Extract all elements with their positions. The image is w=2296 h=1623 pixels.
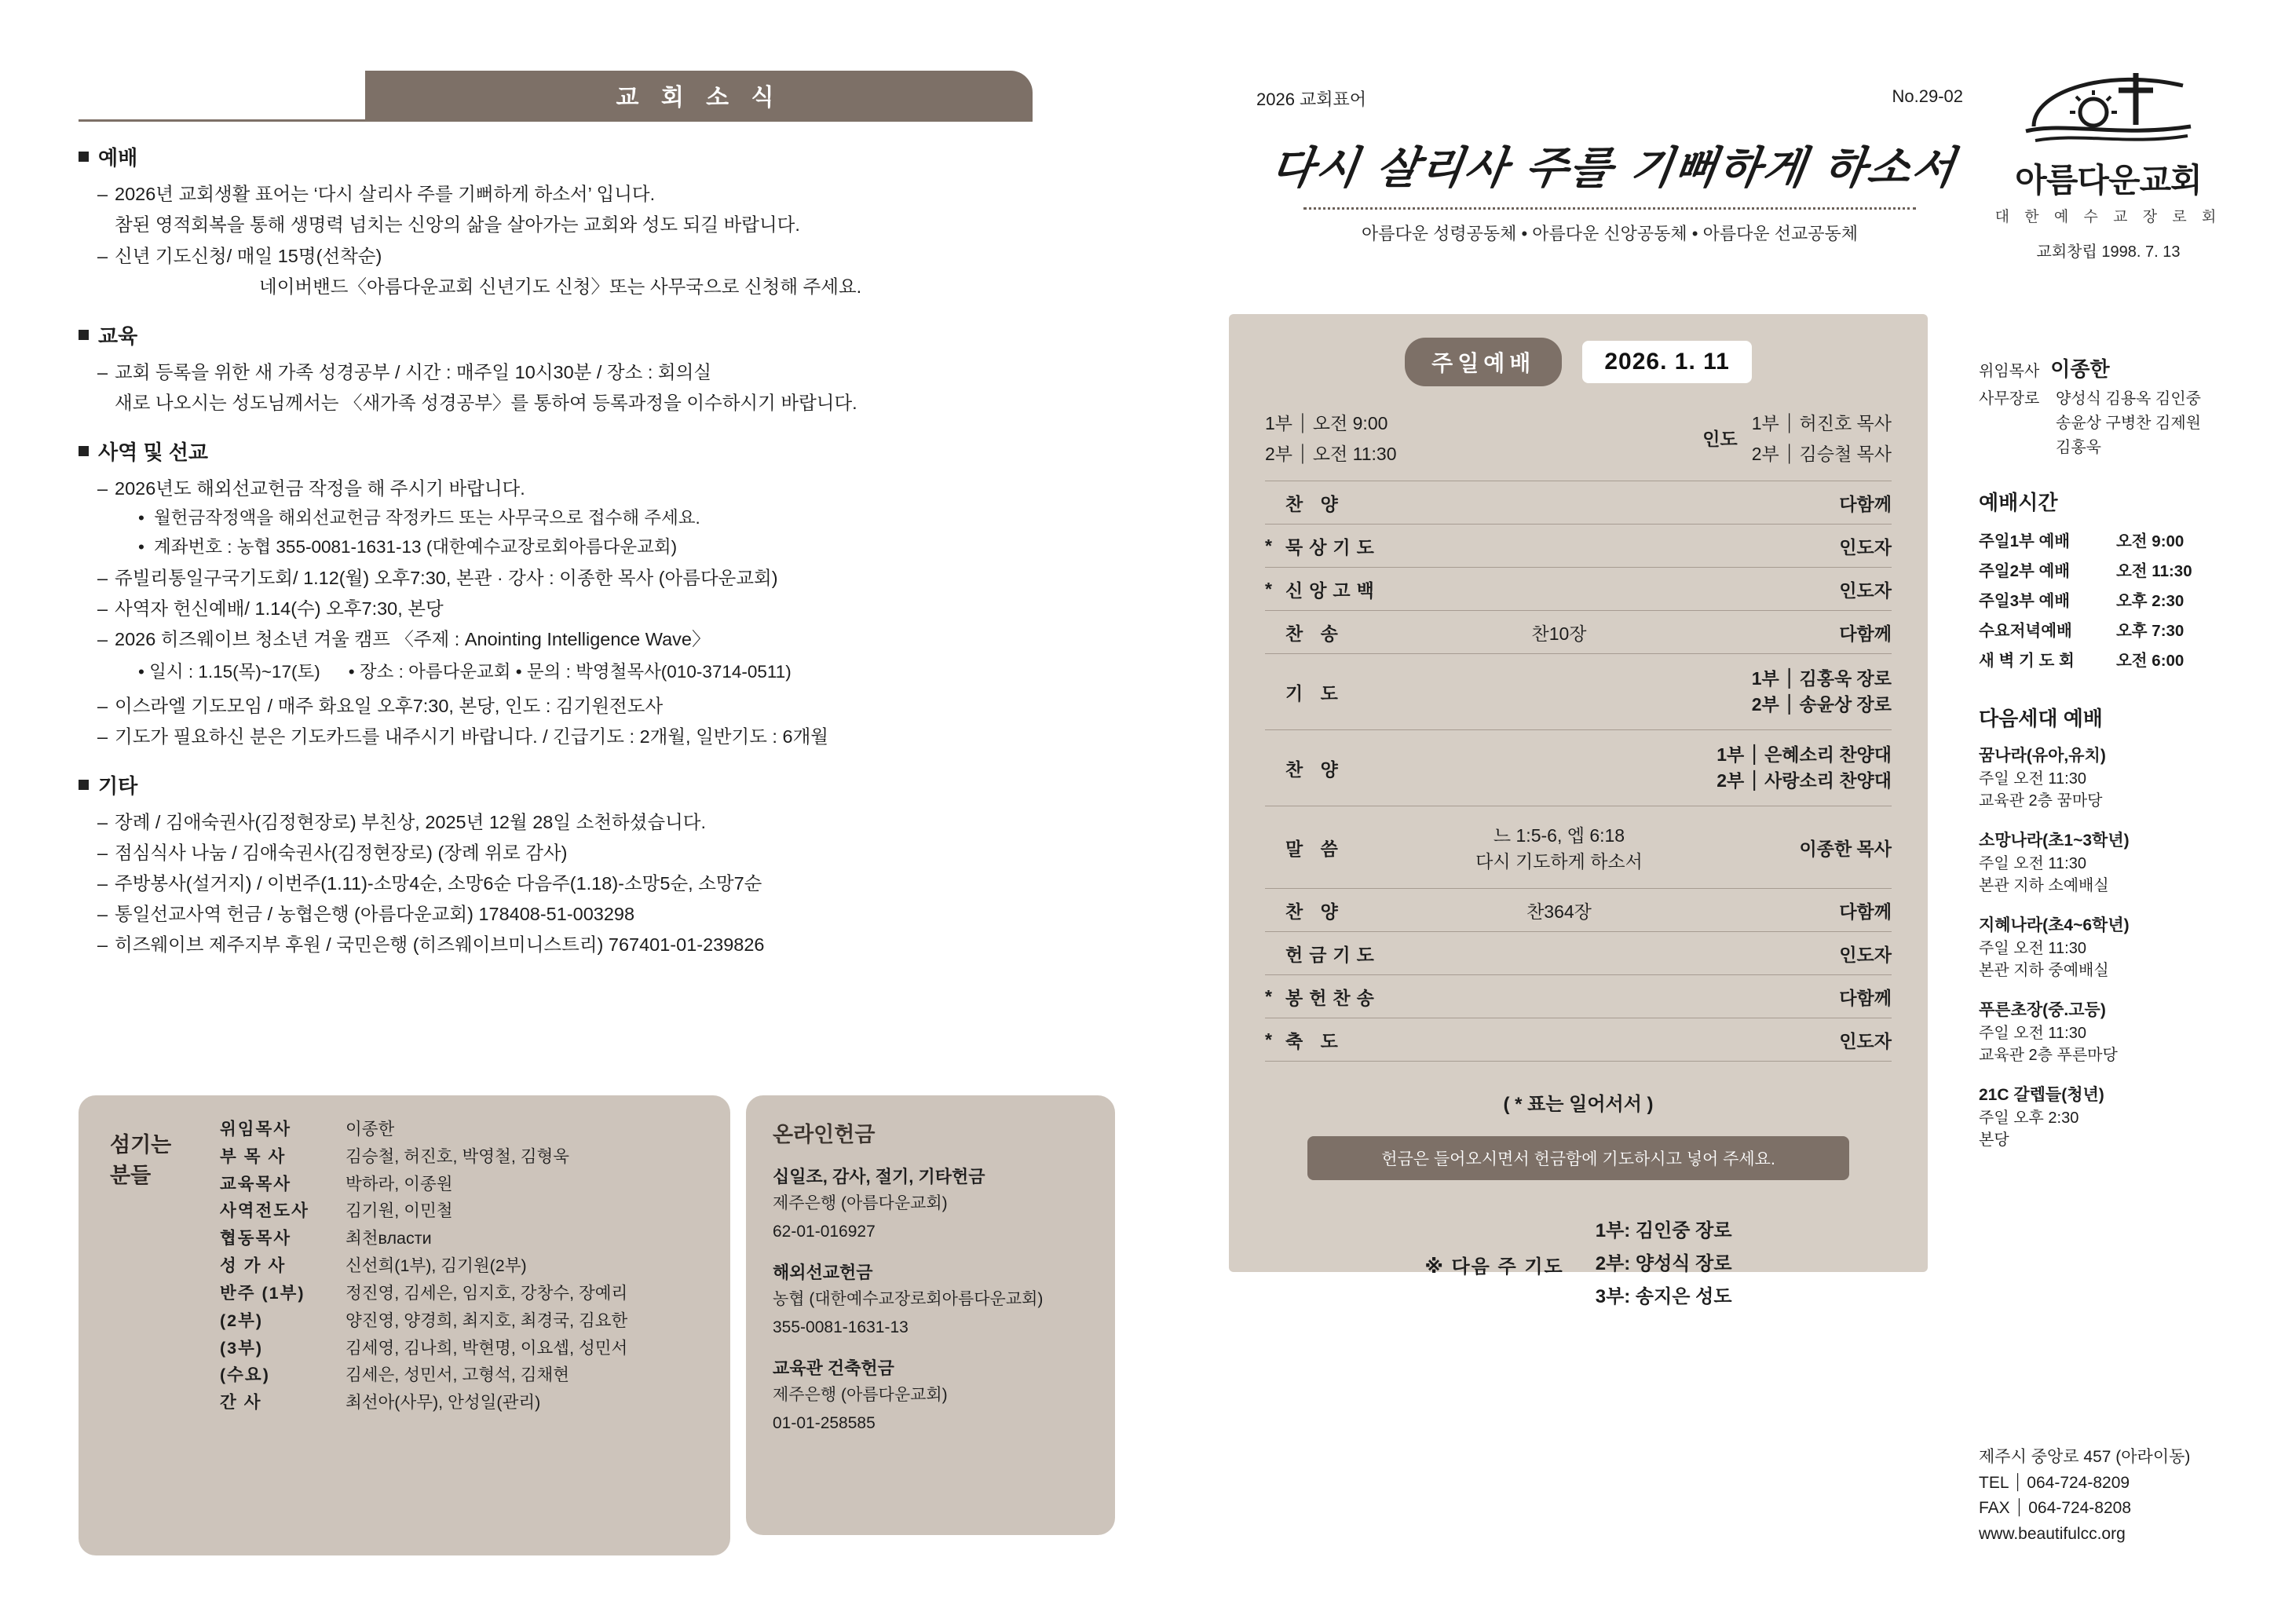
- servant-names: 김기원, 이민철: [345, 1201, 453, 1221]
- news-item: [97, 243, 1123, 269]
- service-name: 주일1부 예배: [1979, 532, 2071, 550]
- worship-order-name: 말 씀: [1285, 838, 1344, 859]
- next-gen-group-title: 21C 갈렙들(청년): [1979, 1085, 2104, 1104]
- next-gen-group-line: 본관 지하 소예배실: [1979, 876, 2109, 894]
- slogan-dotted-rule: [1303, 207, 1916, 210]
- service-name: 주일3부 예배: [1979, 591, 2071, 610]
- news-item: [97, 693, 1123, 719]
- church-denomination: 대 한 예 수 교 장 로 회: [1994, 209, 2222, 225]
- news-item-text: 2026 히즈웨이브 청소년 겨울 캠프 〈주제 : Anointing Intelligence Wave〉: [115, 628, 711, 649]
- servant-names: 정진영, 김세은, 임지호, 강창수, 장예리: [345, 1283, 628, 1303]
- online-offering-box: [746, 1095, 1115, 1535]
- news-item: [97, 475, 1123, 502]
- dash-marker: –: [97, 872, 108, 894]
- worship-date: 2026. 1. 11: [1582, 341, 1751, 383]
- slogan-text: 다시 살리사 주를 기뻐하게 하소서: [1267, 142, 1960, 194]
- worship-order-name: 찬 송: [1285, 623, 1344, 644]
- worship-order-row: [1265, 653, 1892, 729]
- servants-title: 섬기는 분들: [110, 1133, 172, 1188]
- worship-panel-header: [1229, 338, 1928, 386]
- worship-order-row: [1265, 610, 1892, 653]
- service-time-row: [1979, 646, 2261, 676]
- service-time: 오후 2:30: [2116, 591, 2184, 610]
- next-week-person: 2부: 양성식 장로: [1595, 1253, 1732, 1275]
- next-gen-group-line: 주일 오후 2:30: [1979, 1109, 2079, 1127]
- office-elder-line: 양성식 김용옥 김인중: [2056, 390, 2201, 408]
- servant-names: 김승철, 허진호, 박영철, 김형욱: [345, 1146, 570, 1166]
- news-section: [79, 320, 1123, 416]
- masthead-line: [1256, 86, 1963, 111]
- church-name: 아름다운교회: [2015, 162, 2202, 199]
- news-item-text: 주방봉사(설거지) / 이번주(1.11)-소망4순, 소망6순 다음주(1.18)-소망5순, 소망7순: [115, 872, 762, 894]
- online-offering-title: 온라인헌금: [773, 1123, 876, 1146]
- next-gen-group-line: 주일 오전 11:30: [1979, 1024, 2086, 1042]
- next-week-person: 3부: 송지은 성도: [1595, 1286, 1732, 1308]
- servant-names: 김세은, 성민서, 고형석, 김채현: [345, 1365, 570, 1385]
- worship-order-detail: 찬364장: [1526, 901, 1592, 922]
- worship-time-2: 2부 ⏐ 오전 11:30: [1265, 444, 1397, 465]
- news-subitem-text: • 장소 : 아름다운교회 • 문의 : 박영철목사(010-3714-0511): [348, 661, 792, 682]
- service-name: 새 벽 기 도 회: [1979, 651, 2075, 670]
- news-item-text: 통일선교사역 헌금 / 농협은행 (아름다운교회) 178408-51-003298: [115, 903, 635, 924]
- next-gen-group: [1979, 743, 2261, 812]
- offering-notice: 헌금은 들어오시면서 헌금함에 기도하시고 넣어 주세요.: [1307, 1136, 1849, 1180]
- news-subitem: [138, 506, 1123, 532]
- next-gen-group: [1979, 997, 2261, 1066]
- news-item-text: 교회 등록을 위한 새 가족 성경공부 / 시간 : 매주일 10시30분 / 장소 : 회의실: [115, 362, 712, 383]
- church-address-line: FAX ⏐ 064-724-8208: [1979, 1499, 2132, 1518]
- senior-pastor: [1979, 353, 2261, 382]
- next-gen-group-title: 꿈나라(유아,유치): [1979, 746, 2106, 765]
- servant-names: 김세영, 김나희, 박현명, 이요셉, 성민서: [345, 1338, 628, 1358]
- right-sidebar: [1979, 353, 2261, 1167]
- bullet-square-icon: [79, 780, 89, 790]
- news-item: [97, 901, 1123, 927]
- next-week-person: 1부: 김인중 장로: [1595, 1220, 1732, 1242]
- servant-row: [220, 1252, 715, 1280]
- worship-order-row: [1265, 888, 1892, 931]
- servant-role: 간 사: [220, 1393, 262, 1413]
- worship-order-row: [1265, 481, 1892, 524]
- service-name: 주일2부 예배: [1979, 561, 2071, 580]
- news-section-title-text: 예배: [98, 146, 138, 170]
- worship-order-person-line: 1부 ⏐ 은혜소리 찬양대: [1717, 744, 1892, 765]
- servant-names: 양진영, 양경희, 최지호, 최경국, 김요한: [345, 1310, 628, 1330]
- news-item-text: 기도가 필요하신 분은 기도카드를 내주시기 바랍니다. / 긴급기도 : 2개월, 일반기도 : 6개월: [115, 726, 828, 747]
- worship-order-person: 다함께: [1839, 987, 1892, 1008]
- news-section-title: [79, 437, 1123, 466]
- news-section-title: [79, 770, 1123, 799]
- servant-row: [220, 1171, 715, 1198]
- worship-order-person: [1695, 666, 1892, 718]
- cross-sunrise-icon: [2018, 59, 2199, 153]
- service-times-title: 예배시간: [1979, 491, 2058, 514]
- dash-marker: –: [97, 903, 108, 924]
- dash-marker: –: [97, 362, 108, 383]
- office-elder-line: 김홍욱: [2056, 439, 2101, 456]
- worship-order-person: 다함께: [1839, 901, 1892, 922]
- news-item-text: 장례 / 김애숙권사(김정현장로) 부친상, 2025년 12월 28일 소천하셨습니다.: [115, 811, 707, 832]
- worship-order-name: 봉헌찬송: [1285, 987, 1380, 1008]
- offering-account-line: 제주은행 (아름다운교회): [773, 1194, 948, 1212]
- news-section-title: [79, 320, 1123, 349]
- servant-row: [220, 1307, 715, 1335]
- worship-order-row: [1265, 567, 1892, 610]
- offering-account-line: 355-0081-1631-13: [773, 1318, 909, 1336]
- offering-account-line: 농협 (대한예수교장로회아름다운교회): [773, 1290, 1044, 1308]
- servant-names: 박하라, 이종원: [345, 1174, 453, 1193]
- servant-row: [220, 1143, 715, 1171]
- news-section-title-text: 사역 및 선교: [98, 440, 209, 465]
- office-elder-line: 송윤상 구병찬 김제원: [2056, 415, 2201, 432]
- servant-row: [220, 1197, 715, 1225]
- news-item-continuation: 새로 나오시는 성도님께서는 〈새가족 성경공부〉를 통하여 등록과정을 이수하시기 바랍니다.: [115, 393, 857, 414]
- offering-group-title: 교육관 건축헌금: [773, 1358, 894, 1378]
- next-gen-title: 다음세대 예배: [1979, 706, 2103, 730]
- church-address-line: 제주시 중앙로 457 (아라이동): [1979, 1448, 2191, 1466]
- slogan-label: 2026 교회표어: [1256, 90, 1367, 109]
- news-item: [97, 181, 1123, 207]
- service-time-row: [1979, 557, 2261, 587]
- service-name: 수요저녁예배: [1979, 621, 2072, 640]
- worship-order-person-line: 1부 ⏐ 김홍욱 장로: [1751, 667, 1892, 689]
- servant-row: [220, 1389, 715, 1416]
- worship-leader-1: 1부 ⏐ 허진호 목사: [1751, 413, 1892, 433]
- standing-marker: *: [1265, 1029, 1272, 1050]
- worship-order-row: [1265, 806, 1892, 888]
- dash-marker: –: [97, 598, 108, 619]
- news-item-continuation: 참된 영적회복을 통해 생명력 넘치는 신앙의 삶을 살아가는 교회와 성도 되길 바랍니다.: [115, 214, 800, 236]
- worship-order-person-line: 2부 ⏐ 송윤상 장로: [1751, 694, 1892, 715]
- news-section-title-text: 기타: [98, 773, 138, 798]
- dash-marker: –: [97, 695, 108, 716]
- servant-role: 교육목사: [220, 1174, 292, 1193]
- worship-order-row: [1265, 974, 1892, 1018]
- standing-note: ( * 표는 일어서서 ): [1503, 1094, 1654, 1116]
- service-time: 오전 9:00: [2116, 532, 2184, 550]
- worship-order-name: 신앙고백: [1285, 579, 1380, 601]
- servant-names: 최천власти: [345, 1229, 432, 1248]
- worship-order-name: 헌금기도: [1285, 944, 1380, 965]
- worship-order-person-line: 2부 ⏐ 사랑소리 찬양대: [1717, 770, 1892, 791]
- servant-names: 신선희(1부), 김기원(2부): [345, 1256, 527, 1276]
- next-gen-group-line: 주일 오전 11:30: [1979, 939, 2086, 957]
- news-item: [97, 626, 1123, 652]
- worship-order-person: 인도자: [1839, 944, 1892, 965]
- offering-account-line: 62-01-016927: [773, 1222, 876, 1241]
- issue-number: No.29-02: [1892, 86, 1963, 106]
- dash-marker: –: [97, 246, 108, 267]
- bullet-square-icon: [79, 446, 89, 456]
- worship-order-name: 찬 양: [1285, 901, 1344, 922]
- church-founded: 교회창립 1998. 7. 13: [2036, 243, 2181, 261]
- dash-marker: –: [97, 726, 108, 747]
- servant-role: (2부): [220, 1310, 264, 1330]
- news-item: [97, 565, 1123, 591]
- news-item-continuation: 네이버밴드〈아름다운교회 신년기도 신청〉또는 사무국으로 신청해 주세요.: [259, 276, 862, 298]
- office-elders-label: 사무장로: [1979, 390, 2040, 408]
- worship-order-detail-line: 느 1:5-6, 엡 6:18: [1493, 825, 1625, 846]
- servant-role: 위임목사: [220, 1120, 292, 1139]
- news-item-text: 2026년 교회생활 표어는 ‘다시 살리사 주를 기뻐하게 하소서’ 입니다.: [115, 184, 656, 204]
- servant-role: 협동목사: [220, 1229, 292, 1248]
- news-section: [79, 770, 1123, 958]
- news-item: [97, 809, 1123, 835]
- dash-marker: –: [97, 842, 108, 863]
- worship-order-person: 다함께: [1839, 623, 1892, 644]
- worship-order-row: [1265, 1018, 1892, 1062]
- news-item-text: 점심식사 나눔 / 김애숙권사(김정현장로) (장례 위로 감사): [115, 842, 568, 863]
- dash-marker: –: [97, 567, 108, 588]
- news-subitem-text: • 일시 : 1.15(목)~17(토): [138, 661, 320, 682]
- worship-order-person: 인도자: [1839, 536, 1892, 557]
- news-subitem-pair: [138, 656, 1123, 689]
- next-gen-group-line: 주일 오전 11:30: [1979, 854, 2086, 872]
- next-gen-group-line: 교육관 2층 꿈마당: [1979, 791, 2103, 810]
- dash-marker: –: [97, 478, 108, 499]
- news-item-text: 신년 기도신청/ 매일 15명(선착순): [115, 246, 382, 267]
- dash-marker: –: [97, 811, 108, 832]
- dot-marker: •: [138, 508, 144, 528]
- worship-times-left: [1265, 408, 1396, 470]
- worship-time-1: 1부 ⏐ 오전 9:00: [1265, 413, 1388, 433]
- next-gen-group: [1979, 912, 2261, 981]
- news-section-title: [79, 142, 1123, 171]
- bottom-boxes: [79, 1095, 1115, 1555]
- servant-role: 부 목 사: [220, 1146, 287, 1166]
- service-time-row: [1979, 616, 2261, 646]
- news-item: [97, 839, 1123, 866]
- worship-order-name: 찬 양: [1285, 758, 1344, 780]
- next-gen-group-line: 본관 지하 중예배실: [1979, 961, 2109, 979]
- news-banner: 교 회 소 식: [365, 71, 1033, 119]
- church-address: [1979, 1445, 2277, 1547]
- standing-marker: *: [1265, 535, 1272, 556]
- worship-leader-2: 2부 ⏐ 김승철 목사: [1751, 444, 1892, 465]
- worship-order-name: 찬 양: [1285, 493, 1344, 514]
- offering-group-title: 해외선교헌금: [773, 1263, 873, 1282]
- next-gen-group-line: 교육관 2층 푸른마당: [1979, 1046, 2118, 1064]
- news-section-title-text: 교육: [98, 324, 138, 349]
- worship-order-row: [1265, 729, 1892, 806]
- servant-row: [220, 1362, 715, 1389]
- service-time-row: [1979, 587, 2261, 616]
- worship-order-name: 축 도: [1285, 1030, 1344, 1051]
- worship-order-row: [1265, 931, 1892, 974]
- news-subitem-text: 계좌번호 : 농협 355-0081-1631-13 (대한예수교장로회아름다운교회): [154, 537, 678, 557]
- worship-order-panel: [1229, 314, 1928, 1308]
- news-section: [79, 437, 1123, 749]
- worship-order-person: 인도자: [1839, 579, 1892, 601]
- next-gen-group-line: 주일 오전 11:30: [1979, 769, 2086, 788]
- standing-marker: *: [1265, 985, 1272, 1007]
- news-item-text: 사역자 헌신예배/ 1.14(수) 오후7:30, 본당: [115, 598, 444, 619]
- next-gen-group: [1979, 1082, 2261, 1151]
- bullet-square-icon: [79, 152, 89, 162]
- news-item: [97, 723, 1123, 750]
- worship-order-name: 묵상기도: [1285, 536, 1380, 557]
- servant-names: 이종한: [345, 1120, 395, 1139]
- service-time: 오전 6:00: [2116, 651, 2184, 670]
- next-week-label: ※ 다음 주 기도: [1424, 1256, 1564, 1278]
- senior-pastor-label: 위임목사: [1979, 363, 2040, 380]
- service-time: 오전 11:30: [2116, 561, 2192, 580]
- guide-label: 인도: [1702, 428, 1738, 449]
- service-time: 오후 7:30: [2116, 621, 2184, 640]
- worship-leaders: [1702, 408, 1892, 470]
- offering-account-line: 01-01-258585: [773, 1413, 876, 1432]
- next-gen-group-title: 소망나라(초1~3학년): [1979, 831, 2130, 850]
- news-item-text: 히즈웨이브 제주지부 후원 / 국민은행 (히즈웨이브미니스트리) 767401-01-239826: [115, 934, 765, 955]
- servant-role: 반주 (1부): [220, 1283, 305, 1303]
- bullet-square-icon: [79, 330, 89, 340]
- worship-times: [1229, 386, 1928, 481]
- worship-order-detail: 찬10장: [1531, 623, 1587, 644]
- servant-row: [220, 1280, 715, 1307]
- offering-group-title: 십일조, 감사, 절기, 기타헌금: [773, 1167, 985, 1186]
- offering-account-line: 제주은행 (아름다운교회): [773, 1386, 948, 1404]
- news-item: [97, 870, 1123, 897]
- servant-role: 사역전도사: [220, 1201, 309, 1221]
- worship-order-person: [1695, 742, 1892, 795]
- worship-order-detail: [1423, 821, 1695, 873]
- news-subitem-text: 월헌금작정액을 해외선교헌금 작정카드 또는 사무국으로 접수해 주세요.: [154, 508, 700, 528]
- dash-marker: –: [97, 934, 108, 955]
- slogan-subtitle: 아름다운 성령공동체 • 아름다운 신앙공동체 • 아름다운 선교공동체: [1362, 224, 1858, 243]
- worship-pill: 주일예배: [1405, 338, 1562, 386]
- next-gen-group: [1979, 828, 2261, 897]
- news-item: [97, 595, 1123, 622]
- servants-box: [79, 1095, 730, 1555]
- news-subitem: [138, 535, 1123, 561]
- office-elders: [1979, 387, 2261, 460]
- service-time-row: [1979, 527, 2261, 557]
- dash-marker: –: [97, 628, 108, 649]
- news-item-text: 2026년도 해외선교헌금 작정을 해 주시기 바랍니다.: [115, 478, 525, 499]
- worship-order-list: [1265, 481, 1892, 1062]
- dot-marker: •: [138, 537, 144, 557]
- news-item-text: 쥬빌리통일구국기도회/ 1.12(월) 오후7:30, 본관 · 강사 : 이종한 목사 (아름다운교회): [115, 567, 778, 588]
- next-gen-group-title: 지혜나라(초4~6학년): [1979, 916, 2130, 934]
- news-item: [97, 359, 1123, 386]
- church-address-line: TEL ⏐ 064-724-8209: [1979, 1473, 2130, 1492]
- worship-order-name: 기 도: [1285, 682, 1344, 704]
- servant-row: [220, 1116, 715, 1143]
- servant-row: [220, 1225, 715, 1252]
- slogan-calligraphy: [1267, 133, 1960, 245]
- servant-role: (수요): [220, 1365, 270, 1385]
- standing-marker: *: [1265, 578, 1272, 599]
- worship-order-detail-line: 다시 기도하게 하소서: [1475, 851, 1643, 872]
- worship-order-row: [1265, 524, 1892, 567]
- church-website[interactable]: www.beautifulcc.org: [1979, 1524, 2126, 1543]
- servant-row: [220, 1335, 715, 1362]
- next-week-prayer: [1229, 1215, 1928, 1314]
- servant-role: 성 가 사: [220, 1256, 287, 1276]
- servant-names: 최선아(사무), 안성일(관리): [345, 1393, 541, 1413]
- next-gen-group-title: 푸른초장(중.고등): [1979, 1000, 2106, 1019]
- news-item: [97, 931, 1123, 958]
- worship-order-person: 다함께: [1839, 493, 1892, 514]
- church-news-column: [79, 71, 1123, 962]
- worship-order-person: 인도자: [1839, 1030, 1892, 1051]
- servant-role: (3부): [220, 1338, 264, 1358]
- church-logo-area: [1979, 59, 2238, 261]
- next-gen-group-line: 본당: [1979, 1131, 2009, 1149]
- senior-pastor-name: 이종한: [2050, 357, 2110, 381]
- news-section: [79, 142, 1123, 300]
- dash-marker: –: [97, 184, 108, 204]
- worship-order-person: 이종한 목사: [1799, 838, 1892, 859]
- news-item-text: 이스라엘 기도모임 / 매주 화요일 오후7:30, 본당, 인도 : 김기원전도사: [115, 695, 664, 716]
- news-divider: [79, 119, 1033, 122]
